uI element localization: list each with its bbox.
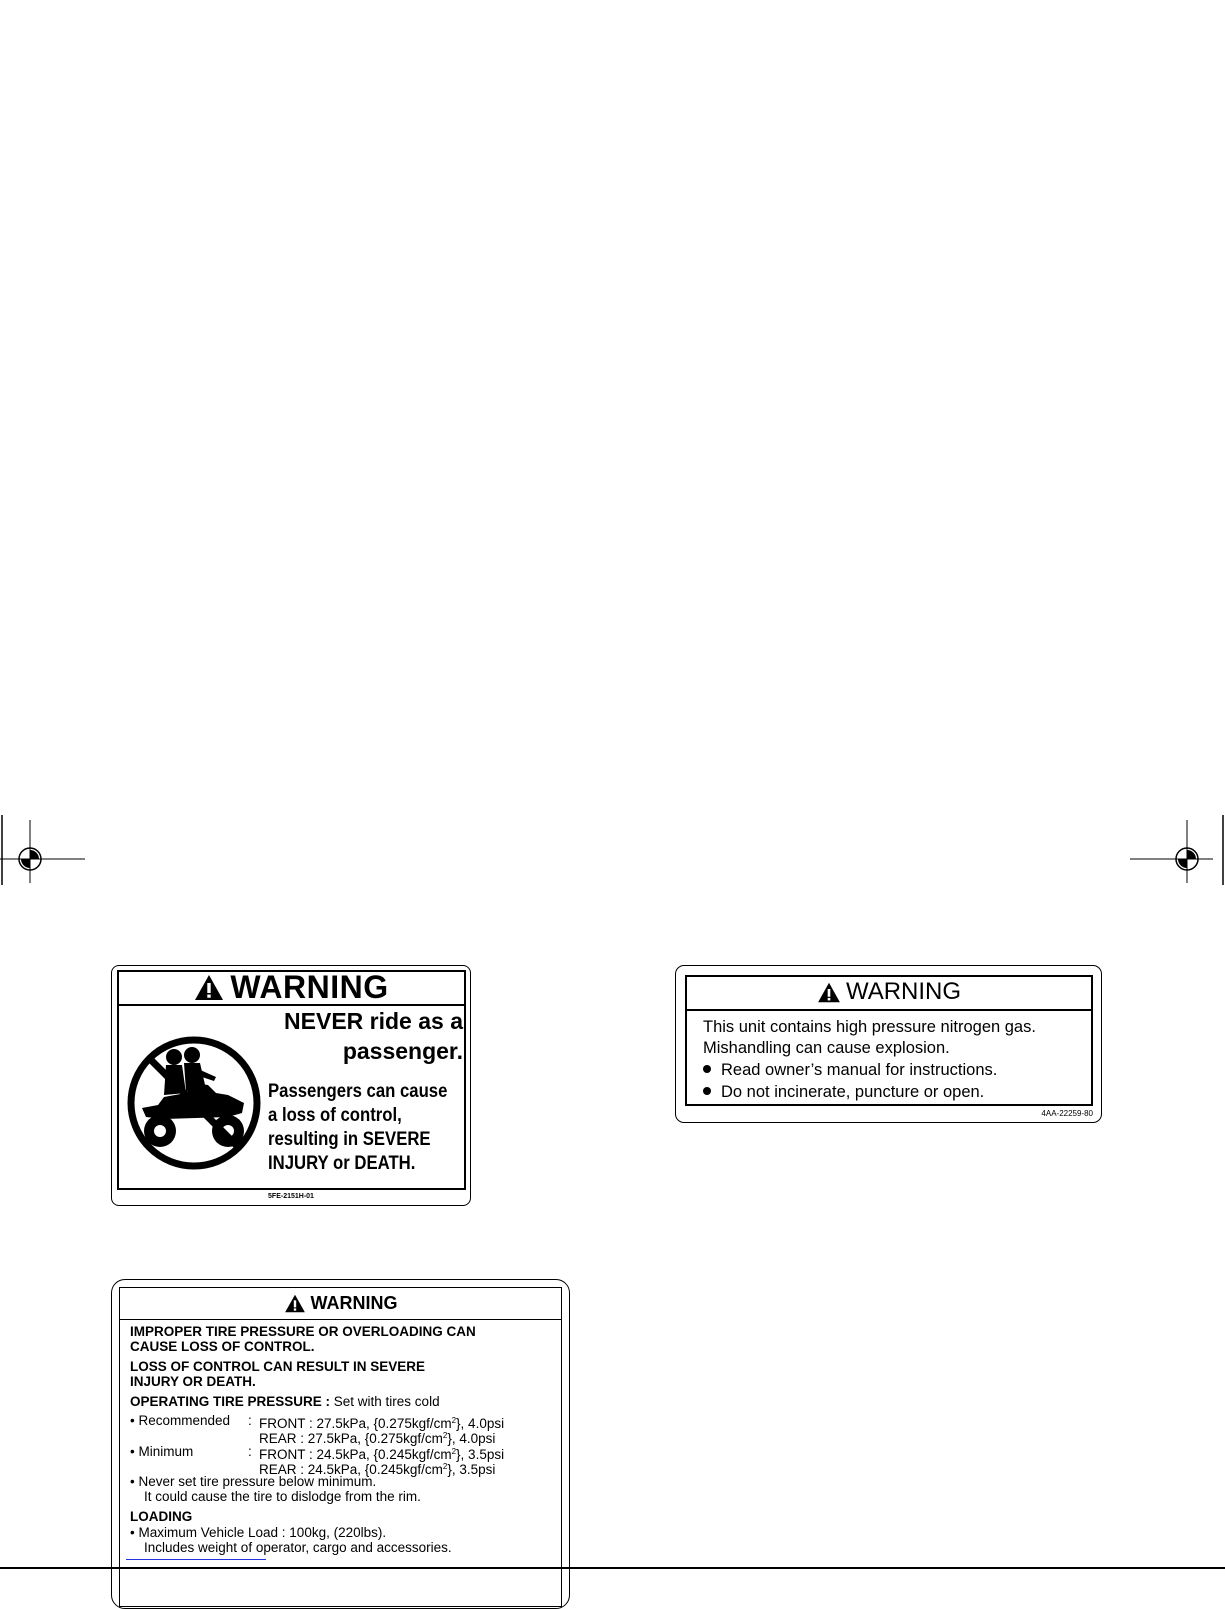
passenger-text: passenger. xyxy=(342,1038,463,1064)
nitrogen-warning-header xyxy=(685,975,1093,1011)
warning-triangle-icon xyxy=(817,982,841,1003)
superscript: 2 xyxy=(442,1431,448,1440)
passenger-warning-header xyxy=(117,970,466,1006)
warning-heading: WARNING xyxy=(230,969,389,1005)
value-tail: }, 3.5psi xyxy=(456,1447,505,1462)
pressure-heading xyxy=(130,1394,440,1409)
value-tail: }, 4.0psi xyxy=(447,1431,496,1446)
part-number: 4AA-22259-80 xyxy=(1041,1109,1093,1118)
body-line: a loss of control, xyxy=(268,1105,402,1126)
row-sep: : xyxy=(248,1413,252,1428)
value-text: FRONT : 24.5kPa, {0.245kgf/cm xyxy=(259,1447,452,1462)
superscript: 2 xyxy=(451,1447,457,1456)
pressure-note: Set with tires cold xyxy=(330,1394,440,1409)
value-tail: }, 4.0psi xyxy=(456,1416,505,1431)
nitrogen-bullet xyxy=(703,1084,984,1101)
value-text: REAR : 24.5kPa, {0.245kgf/cm xyxy=(259,1462,443,1477)
page-link-underline xyxy=(126,1559,266,1560)
registration-mark-right xyxy=(1105,815,1225,895)
warning-triangle-icon xyxy=(284,1294,306,1313)
tire-warning-header xyxy=(119,1287,562,1320)
dislodge-line: It could cause the tire to dislodge from the rim. xyxy=(144,1489,421,1504)
page-edge-line xyxy=(0,1567,1225,1569)
loading-title: LOADING xyxy=(130,1509,193,1524)
bullet-icon xyxy=(703,1087,711,1095)
warning-heading: WARNING xyxy=(845,978,962,1005)
value-text: REAR : 27.5kPa, {0.275kgf/cm xyxy=(259,1431,443,1446)
row-label: • Minimum xyxy=(130,1444,194,1459)
bullet-text: Read owner’s manual for instructions. xyxy=(721,1061,998,1079)
nitrogen-line: Mishandling can cause explosion. xyxy=(703,1039,950,1057)
value-text: FRONT : 27.5kPa, {0.275kgf/cm xyxy=(259,1416,452,1431)
row-label: • Recommended xyxy=(130,1413,231,1428)
warning-heading: WARNING xyxy=(310,1293,398,1313)
warning-triangle-icon xyxy=(194,974,224,1001)
nitrogen-bullet xyxy=(703,1062,997,1079)
body-line: INJURY or DEATH. xyxy=(268,1153,416,1174)
tire-warning-line: CAUSE LOSS OF CONTROL. xyxy=(130,1339,315,1354)
value-tail: }, 3.5psi xyxy=(447,1462,496,1477)
never-set-line: • Never set tire pressure below minimum. xyxy=(130,1474,377,1489)
bullet-text: Do not incinerate, puncture or open. xyxy=(721,1083,985,1101)
part-number: 5FE-2151H-01 xyxy=(268,1193,314,1200)
body-line: Passengers can cause xyxy=(268,1081,448,1102)
superscript: 2 xyxy=(451,1416,457,1425)
tire-warning-line: INJURY OR DEATH. xyxy=(130,1374,256,1389)
registration-mark-left xyxy=(0,815,120,895)
pressure-title: OPERATING TIRE PRESSURE : xyxy=(130,1394,331,1409)
never-ride-text: NEVER ride as a xyxy=(284,1008,463,1034)
tire-warning-line: IMPROPER TIRE PRESSURE OR OVERLOADING CAN xyxy=(130,1324,476,1339)
no-passenger-icon xyxy=(124,1033,264,1173)
body-line: resulting in SEVERE xyxy=(268,1129,431,1150)
row-sep: : xyxy=(248,1444,252,1459)
superscript: 2 xyxy=(442,1462,448,1471)
tire-warning-line: LOSS OF CONTROL CAN RESULT IN SEVERE xyxy=(130,1359,426,1374)
nitrogen-line: This unit contains high pressure nitrogen gas. xyxy=(703,1018,1036,1036)
load-includes-line: Includes weight of operator, cargo and accessories. xyxy=(144,1540,452,1555)
max-load-line: • Maximum Vehicle Load : 100kg, (220lbs). xyxy=(130,1525,387,1540)
passenger-warning-body xyxy=(268,1080,448,1176)
bullet-icon xyxy=(703,1065,711,1073)
